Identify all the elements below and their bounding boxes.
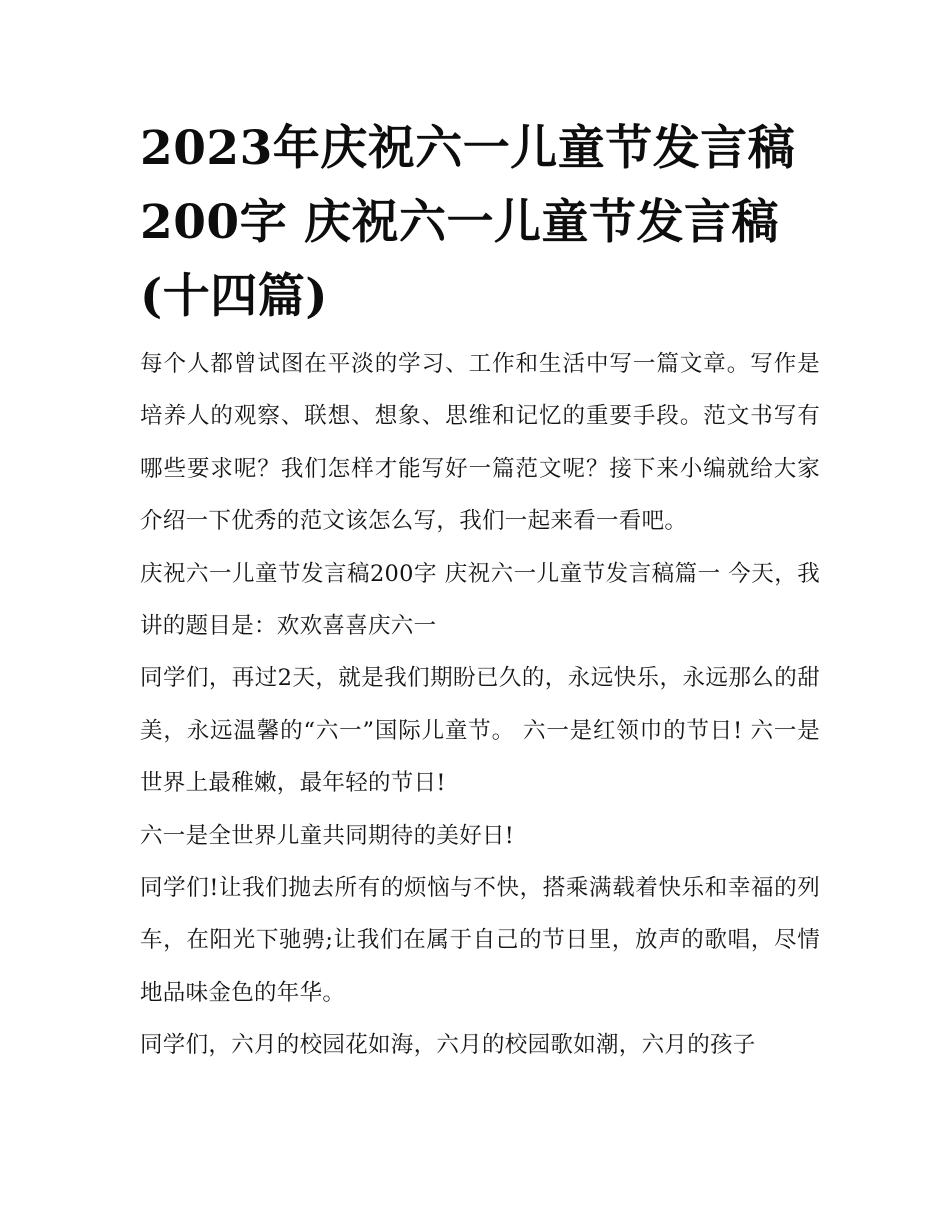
paragraph-global-day: 六一是全世界儿童共同期待的美好日! [140, 822, 515, 849]
document-title: 2023年庆祝六一儿童节发言稿200字 庆祝六一儿童节发言稿(十四篇) [140, 121, 796, 324]
paragraph-june-campus: 同学们，六月的校园花如海，六月的校园歌如潮，六月的孩子 [140, 1032, 756, 1059]
document-content [140, 112, 820, 1072]
document-body [140, 338, 820, 1072]
paragraph-intro: 每个人都曾试图在平淡的学习、工作和生活中写一篇文章。写作是培养人的观察、联想、想象、思维和记忆的重要手段。范文书写有哪些要求呢？我们怎样才能写好一篇范文呢？接下来小编就给大家介绍一下优秀的范文该怎么写，我们一起来看一看吧。 [140, 351, 820, 535]
paragraph-countdown: 同学们，再过2天，就是我们期盼已久的，永远快乐，永远那么的甜美，永远温馨的“六一”国际儿童节。 六一是红领巾的节日! 六一是世界上最稚嫩，最年轻的节日! [140, 665, 820, 797]
paragraph-celebrate: 同学们!让我们抛去所有的烦恼与不快，搭乘满载着快乐和幸福的列车，在阳光下驰骋;让我们在属于自己的节日里，放声的歌唱，尽情地品味金色的年华。 [140, 875, 820, 1006]
paragraph-speech-heading: 庆祝六一儿童节发言稿200字 庆祝六一儿童节发言稿篇一 今天，我讲的题目是：欢欢喜喜庆六一 [140, 560, 820, 640]
